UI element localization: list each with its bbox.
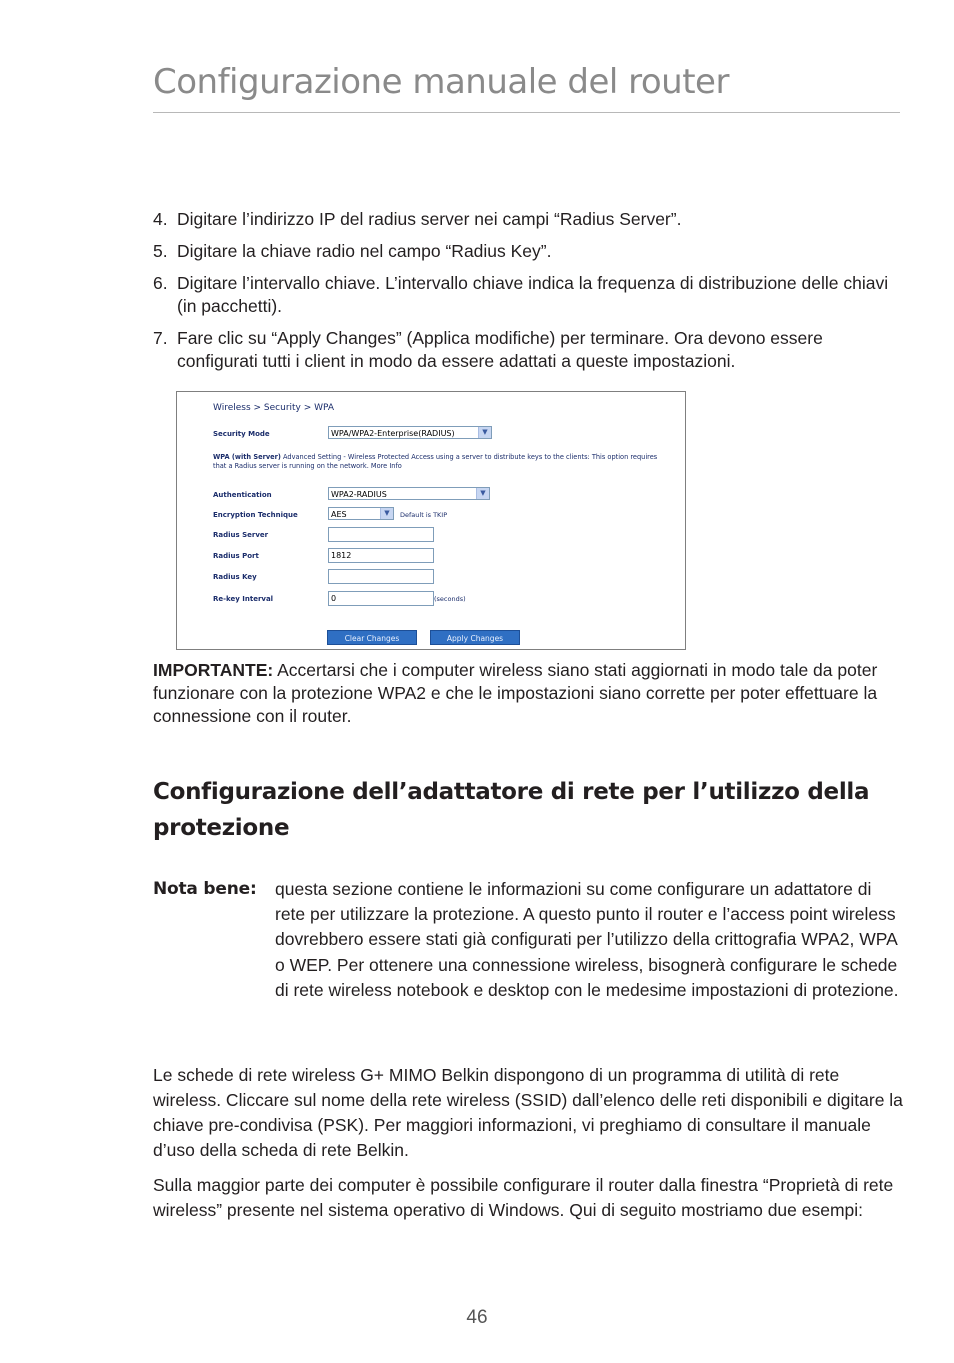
- wpa-server-note: [213, 453, 663, 471]
- rekey-interval-input[interactable]: 0: [328, 591, 434, 606]
- encryption-value: AES: [331, 510, 347, 519]
- authentication-value: WPA2-RADIUS: [331, 490, 387, 499]
- radius-port-input[interactable]: 1812: [328, 548, 434, 563]
- encryption-hint: Default is TKIP: [400, 511, 448, 519]
- steps-list: [153, 208, 908, 382]
- important-text: Accertarsi che i computer wireless siano stati aggiornati in modo tale da poter funzionare con la protezione WPA2 e che le impostazioni siano corrette per poter effettuare la connessione con il router.: [153, 660, 878, 726]
- note-label: Nota bene:: [153, 879, 257, 899]
- step-number: 4.: [153, 209, 168, 229]
- wpa-server-note-title: WPA (with Server): [213, 453, 281, 461]
- step-text: Digitare la chiave radio nel campo “Radius Key”.: [177, 241, 552, 261]
- body-paragraph: Sulla maggior parte dei computer è possibile configurare il router dalla finestra “Proprietà di rete wireless” presente nel sistema operativo di Windows. Qui di seguito mostriamo due esempi:: [153, 1175, 894, 1220]
- step-item: [153, 327, 908, 373]
- page-number: 46: [466, 1307, 488, 1328]
- step-text: Fare clic su “Apply Changes” (Applica modifiche) per terminare. Ora devono essere configurati tutti i client in modo da essere adattati a queste impostazioni.: [177, 328, 823, 371]
- radius-server-label: Radius Server: [213, 531, 269, 539]
- step-item: [153, 208, 908, 231]
- important-notice: [153, 659, 903, 728]
- step-text: Digitare l’intervallo chiave. L’intervallo chiave indica la frequenza di distribuzione delle chiavi (in pacchetti).: [177, 273, 889, 316]
- page-title: Configurazione manuale del router: [153, 62, 729, 102]
- chevron-down-icon: ▼: [478, 427, 491, 438]
- authentication-label: Authentication: [213, 491, 272, 499]
- breadcrumb: Wireless > Security > WPA: [213, 403, 335, 413]
- radius-key-label: Radius Key: [213, 573, 257, 581]
- step-number: 6.: [153, 273, 168, 293]
- step-item: [153, 272, 908, 318]
- step-number: 5.: [153, 241, 168, 261]
- step-text: Digitare l’indirizzo IP del radius server nei campi “Radius Server”.: [177, 209, 682, 229]
- body-paragraph: Le schede di rete wireless G+ MIMO Belkin dispongono di un programma di utilità di rete wireless. Cliccare sul nome della rete wireless (SSID) dall’elenco delle reti disponibili e digitare la chiave pre-condivisa (PSK). Per maggiori informazioni, vi preghiamo di consultare il manuale d’uso della scheda di rete Belkin.: [153, 1065, 903, 1160]
- note-text: questa sezione contiene le informazioni su come configurare un adattatore di rete per utilizzare la protezione. A questo punto il router e l’access point wireless dovrebbero essere stati già configurati per l’utilizzo della crittografia WPA2, WPA o WEP. Per ottenere una connessione wireless, bisognerà configurare le schede di rete wireless notebook e desktop con le medesime impostazioni di protezione.: [275, 879, 899, 1000]
- security-mode-value: WPA/WPA2-Enterprise(RADIUS): [331, 429, 455, 438]
- step-number: 7.: [153, 328, 168, 348]
- chevron-down-icon: ▼: [380, 508, 393, 519]
- encryption-label: Encryption Technique: [213, 511, 298, 519]
- title-divider: [153, 112, 900, 113]
- apply-changes-button[interactable]: Apply Changes: [430, 630, 520, 645]
- clear-changes-button[interactable]: Clear Changes: [327, 630, 417, 645]
- step-item: [153, 240, 908, 263]
- rekey-interval-label: Re-key Interval: [213, 595, 274, 603]
- rekey-interval-unit: (seconds): [434, 595, 466, 603]
- wpa-server-note-text: Advanced Setting - Wireless Protected Access using a server to distribute keys to the clients: This option requires that a Radius server is running on the network. More Info: [213, 453, 658, 470]
- section-heading: Configurazione dell’adattatore di rete per l’utilizzo della protezione: [153, 779, 870, 841]
- chevron-down-icon: ▼: [476, 488, 489, 499]
- security-mode-label: Security Mode: [213, 430, 270, 438]
- important-label: IMPORTANTE:: [153, 660, 274, 680]
- router-settings-screenshot: [176, 391, 686, 650]
- radius-server-input[interactable]: [328, 527, 434, 542]
- radius-key-input[interactable]: [328, 569, 434, 584]
- encryption-select[interactable]: [328, 507, 394, 520]
- authentication-select[interactable]: [328, 487, 490, 500]
- radius-port-label: Radius Port: [213, 552, 259, 560]
- security-mode-select[interactable]: [328, 426, 492, 439]
